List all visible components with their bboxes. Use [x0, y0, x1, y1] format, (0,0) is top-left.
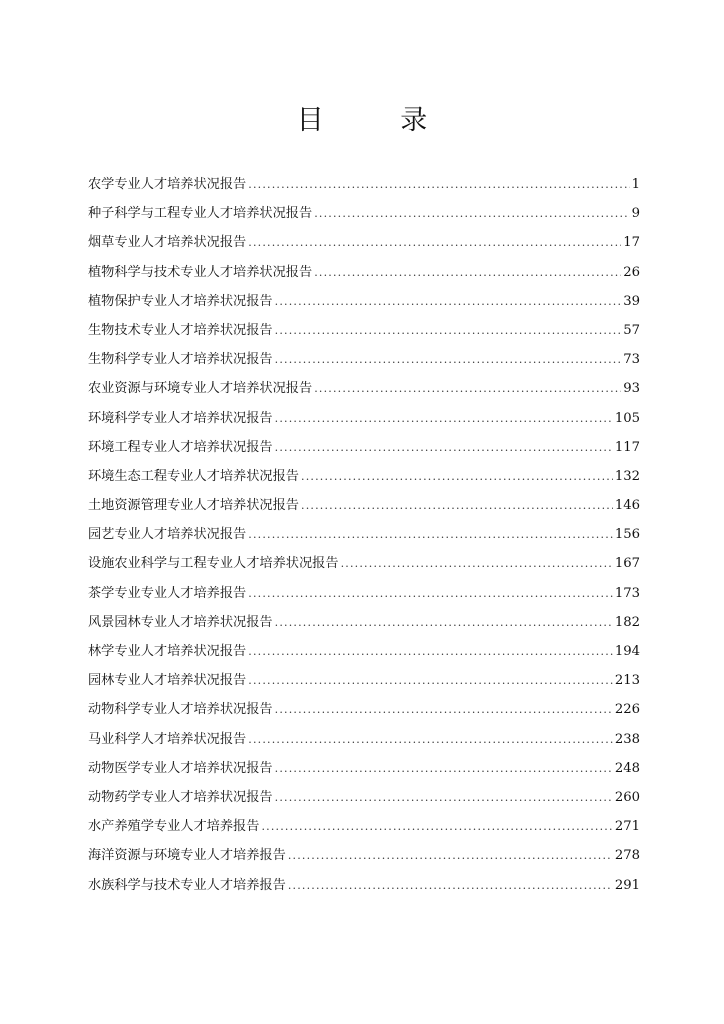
toc-dot-leader: [248, 170, 629, 199]
toc-dot-leader: [248, 520, 613, 549]
toc-entry[interactable]: [88, 258, 640, 287]
toc-dot-leader: [275, 754, 613, 783]
toc-page-number: 213: [614, 673, 640, 689]
toc-page-number: 17: [623, 235, 640, 251]
toc-page-number: 182: [614, 614, 640, 630]
toc-entry-label: 环境科学专业人才培养状况报告: [88, 410, 273, 426]
toc-entry-label: 园艺专业人才培养状况报告: [88, 527, 247, 543]
toc-entry[interactable]: [88, 433, 640, 462]
toc-dot-leader: [275, 404, 613, 433]
toc-entry-label: 动物医学专业人才培养状况报告: [88, 760, 273, 776]
toc-page-number: 173: [614, 585, 640, 601]
toc-entry-label: 农学专业人才培养状况报告: [88, 177, 247, 192]
toc-dot-leader: [275, 695, 613, 724]
toc-page-number: 238: [614, 731, 640, 747]
toc-page-number: 260: [614, 789, 640, 805]
toc-page-number: 226: [614, 702, 640, 718]
toc-entry[interactable]: [88, 491, 640, 520]
toc-dot-leader: [248, 725, 613, 754]
toc-dot-leader: [301, 491, 613, 520]
toc-page-number: 26: [623, 264, 640, 280]
toc-entry[interactable]: [88, 404, 640, 433]
toc-entry[interactable]: [88, 579, 640, 608]
toc-page-number: 278: [614, 848, 640, 864]
toc-entry-label: 植物保护专业人才培养状况报告: [88, 293, 273, 309]
toc-page-number: 117: [614, 439, 640, 455]
toc-page-number: 105: [614, 410, 640, 426]
toc-dot-leader: [275, 316, 622, 345]
toc-page-number: 1: [631, 177, 640, 192]
toc-entry-label: 土地资源管理专业人才培养状况报告: [88, 498, 299, 514]
toc-entry-label: 林学专业人才培养状况报告: [88, 644, 247, 659]
toc-entry[interactable]: [88, 316, 640, 345]
toc-page-number: 132: [614, 468, 640, 484]
toc-dot-leader: [314, 374, 621, 403]
toc-entry[interactable]: [88, 374, 640, 403]
toc-entry-label: 生物技术专业人才培养状况报告: [88, 322, 273, 338]
toc-entry[interactable]: [88, 841, 640, 870]
page-title: 目 录: [296, 105, 462, 136]
toc-entry[interactable]: [88, 549, 640, 578]
toc-entry[interactable]: [88, 520, 640, 549]
toc-entry[interactable]: [88, 637, 640, 666]
toc-entry-label: 水产养殖学专业人才培养报告: [88, 819, 260, 835]
toc-entry-label: 动物科学专业人才培养状况报告: [88, 702, 273, 718]
toc-entry[interactable]: [88, 170, 640, 199]
toc-entry-label: 动物药学专业人才培养状况报告: [88, 789, 273, 805]
toc-entry[interactable]: [88, 783, 640, 812]
toc-dot-leader: [275, 783, 613, 812]
toc-entry[interactable]: [88, 608, 640, 637]
toc-entry-label: 风景园林专业人才培养状况报告: [88, 614, 273, 630]
toc-entry-label: 海洋资源与环境专业人才培养报告: [88, 848, 286, 864]
toc-dot-leader: [314, 258, 621, 287]
toc-entry-label: 水族科学与技术专业人才培养报告: [88, 877, 286, 893]
toc-page-number: 271: [614, 819, 640, 835]
toc-entry-label: 环境生态工程专业人才培养状况报告: [88, 468, 299, 484]
toc-entry-label: 植物科学与技术专业人才培养状况报告: [88, 264, 313, 280]
toc-entry-label: 烟草专业人才培养状况报告: [88, 235, 247, 251]
toc-dot-leader: [288, 841, 613, 870]
toc-entry[interactable]: [88, 287, 640, 316]
toc-dot-leader: [248, 666, 613, 695]
toc-entry[interactable]: [88, 345, 640, 374]
toc-dot-leader: [275, 345, 622, 374]
toc-page-number: 248: [614, 760, 640, 776]
toc-entry-label: 环境工程专业人才培养状况报告: [88, 439, 273, 455]
toc-page-number: 156: [614, 527, 640, 543]
toc-dot-leader: [314, 199, 629, 228]
toc-dot-leader: [275, 608, 613, 637]
toc-page-number: 291: [614, 877, 640, 893]
toc-entry[interactable]: [88, 812, 640, 841]
toc-entry[interactable]: [88, 725, 640, 754]
toc-dot-leader: [248, 637, 613, 666]
toc-entry[interactable]: [88, 871, 640, 900]
toc-entry[interactable]: [88, 754, 640, 783]
toc-entry[interactable]: [88, 228, 640, 257]
toc-entry-label: 设施农业科学与工程专业人才培养状况报告: [88, 556, 339, 572]
toc-dot-leader: [275, 287, 622, 316]
toc-entry[interactable]: [88, 462, 640, 491]
toc-entry-label: 农业资源与环境专业人才培养状况报告: [88, 381, 313, 397]
toc-page-number: 194: [614, 644, 640, 659]
toc-dot-leader: [248, 579, 613, 608]
toc-dot-leader: [341, 549, 613, 578]
toc-entry-label: 马业科学人才培养状况报告: [88, 731, 247, 747]
toc-page-number: 57: [623, 322, 640, 338]
toc-page-number: 9: [631, 206, 640, 222]
toc-dot-leader: [261, 812, 612, 841]
toc-page-number: 39: [623, 293, 640, 309]
table-of-contents: [88, 170, 640, 900]
toc-dot-leader: [301, 462, 613, 491]
toc-entry[interactable]: [88, 666, 640, 695]
toc-page-number: 167: [614, 556, 640, 572]
toc-entry[interactable]: [88, 199, 640, 228]
toc-dot-leader: [275, 433, 613, 462]
toc-entry-label: 茶学专业专业人才培养报告: [88, 585, 247, 601]
toc-entry-label: 生物科学专业人才培养状况报告: [88, 352, 273, 368]
toc-page-number: 93: [623, 381, 640, 397]
toc-entry-label: 种子科学与工程专业人才培养状况报告: [88, 206, 313, 222]
toc-entry[interactable]: [88, 695, 640, 724]
toc-dot-leader: [288, 871, 613, 900]
toc-page-number: 146: [614, 498, 640, 514]
toc-dot-leader: [248, 228, 621, 257]
toc-entry-label: 园林专业人才培养状况报告: [88, 673, 247, 689]
toc-page-number: 73: [623, 352, 640, 368]
